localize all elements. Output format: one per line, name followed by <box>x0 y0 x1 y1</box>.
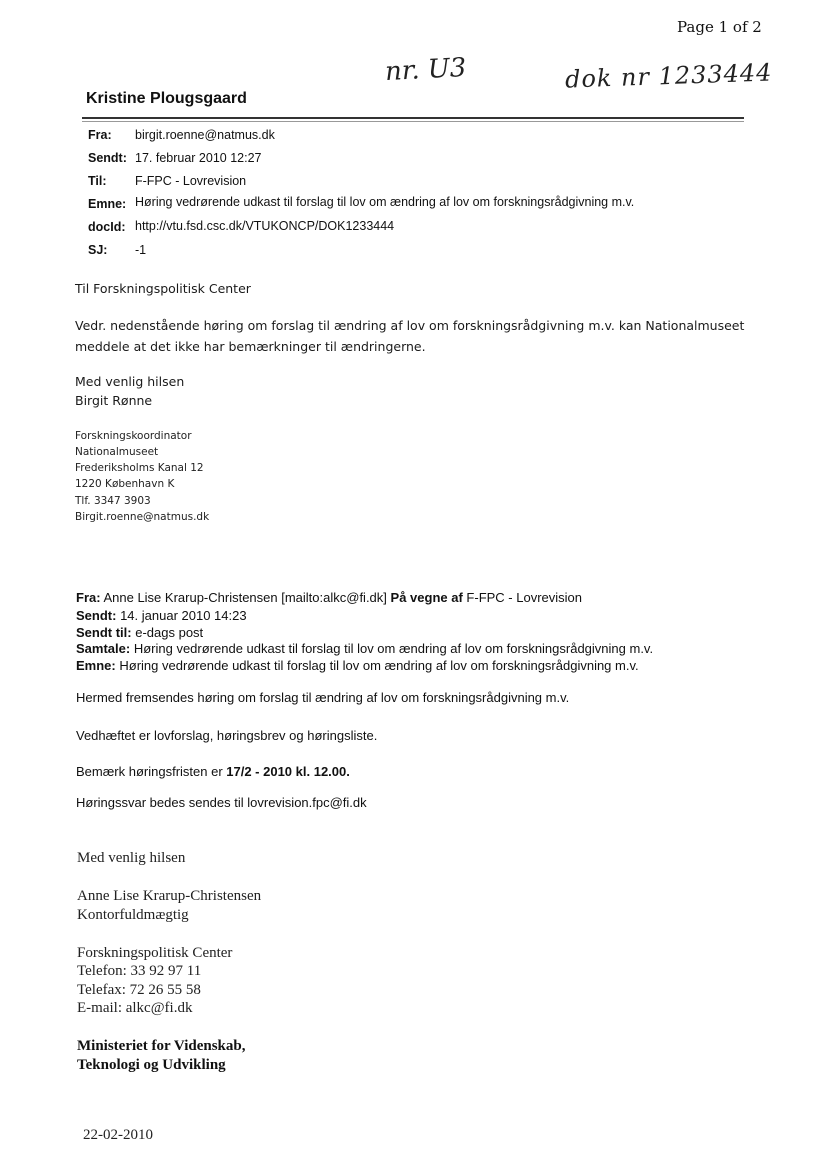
reply-greeting: Til Forskningspolitisk Center <box>75 281 251 296</box>
fwd-on-behalf-label: På vegne af <box>390 590 463 605</box>
page-number: Page 1 of 2 <box>677 18 762 36</box>
fwd-conversation-label: Samtale: <box>76 641 131 656</box>
fwd-paragraph-4: Høringssvar bedes sendes til lovrevision.fpc@fi.dk <box>76 795 367 810</box>
fwd-paragraph-2: Vedhæftet er lovforslag, høringsbrev og høringsliste. <box>76 728 378 743</box>
fwd-sentto-value: e-dags post <box>135 625 204 640</box>
fwd-phone: Telefon: 33 92 97 11 <box>77 963 202 979</box>
fwd-sentto-line <box>76 625 203 640</box>
fwd-conversation-value: Høring vedrørende udkast til forslag til lov om ændring af lov om forskningsrådgivning m.v. <box>133 641 654 656</box>
fwd-from-value: Anne Lise Krarup-Christensen [mailto:alkc@fi.dk] <box>103 590 387 605</box>
header-divider-thin <box>82 121 744 122</box>
to-label: Til: <box>88 174 107 188</box>
sent-label: Sendt: <box>88 151 127 165</box>
header-divider <box>82 117 744 119</box>
fwd-title: Kontorfuldmægtig <box>77 907 189 923</box>
sig-line: Nationalmuseet <box>75 446 159 458</box>
subject-label: Emne: <box>88 197 127 211</box>
footer-date: 22-02-2010 <box>83 1127 153 1143</box>
reply-line-1: Vedr. nedenstående høring om forslag til ændring af lov om forskningsrådgivning m.v. kan Nationalmuseet <box>75 318 745 333</box>
fwd-fax: Telefax: 72 26 55 58 <box>77 982 201 998</box>
ministry-line-2: Teknologi og Udvikling <box>77 1057 226 1073</box>
subject-value: Høring vedrørende udkast til forslag til lov om ændring af lov om forskningsrådgivning m.v. <box>135 195 635 209</box>
sig-line: Frederiksholms Kanal 12 <box>75 462 204 474</box>
fwd-sent-label: Sendt: <box>76 608 117 623</box>
fwd-paragraph-1: Hermed fremsendes høring om forslag til ændring af lov om forskningsrådgivning m.v. <box>76 690 570 705</box>
fwd-from-line <box>76 590 582 605</box>
fwd-org: Forskningspolitisk Center <box>77 945 233 961</box>
to-value: F-FPC - Lovrevision <box>135 174 247 188</box>
reply-line-2: meddele at det ikke har bemærkninger til ændringerne. <box>75 339 426 354</box>
fwd-from-label: Fra: <box>76 590 101 605</box>
fwd-on-behalf-value: F-FPC - Lovrevision <box>466 590 582 605</box>
mailbox-owner: Kristine Plougsgaard <box>86 90 247 107</box>
reply-closing: Med venlig hilsen <box>75 374 185 389</box>
sig-line: 1220 København K <box>75 478 175 490</box>
sig-line: Forskningskoordinator <box>75 430 192 442</box>
fwd-subject-line <box>76 658 639 673</box>
docid-label: docId: <box>88 220 126 234</box>
fwd-paragraph-3 <box>76 764 350 779</box>
docid-value: http://vtu.fsd.csc.dk/VTUKONCP/DOK1233444 <box>135 219 395 233</box>
from-label: Fra: <box>88 128 112 142</box>
deadline-text: Bemærk høringsfristen er <box>76 764 227 779</box>
ministry-line-1: Ministeriet for Videnskab, <box>77 1038 246 1054</box>
fwd-closing: Med venlig hilsen <box>77 850 186 866</box>
handwritten-number: nr. U3 <box>384 52 468 88</box>
fwd-sent-value: 14. januar 2010 14:23 <box>120 608 247 623</box>
deadline-date: 17/2 - 2010 kl. 12.00. <box>226 764 350 779</box>
sig-email: Birgit.roenne@natmus.dk <box>75 511 210 523</box>
from-value: birgit.roenne@natmus.dk <box>135 128 275 142</box>
fwd-conversation-line <box>76 641 653 656</box>
sig-line: Tlf. 3347 3903 <box>75 495 151 507</box>
fwd-email: E-mail: alkc@fi.dk <box>77 1000 193 1016</box>
handwritten-doc-number: dok nr 1233444 <box>564 58 773 94</box>
sj-label: SJ: <box>88 243 108 257</box>
fwd-subject-label: Emne: <box>76 658 116 673</box>
fwd-sentto-label: Sendt til: <box>76 625 132 640</box>
sj-value: -1 <box>135 243 147 257</box>
fwd-subject-value: Høring vedrørende udkast til forslag til lov om ændring af lov om forskningsrådgivning m.v. <box>119 658 639 673</box>
reply-name: Birgit Rønne <box>75 393 153 408</box>
fwd-sent-line <box>76 608 247 623</box>
fwd-name: Anne Lise Krarup-Christensen <box>77 888 262 904</box>
sent-value: 17. februar 2010 12:27 <box>135 151 262 165</box>
